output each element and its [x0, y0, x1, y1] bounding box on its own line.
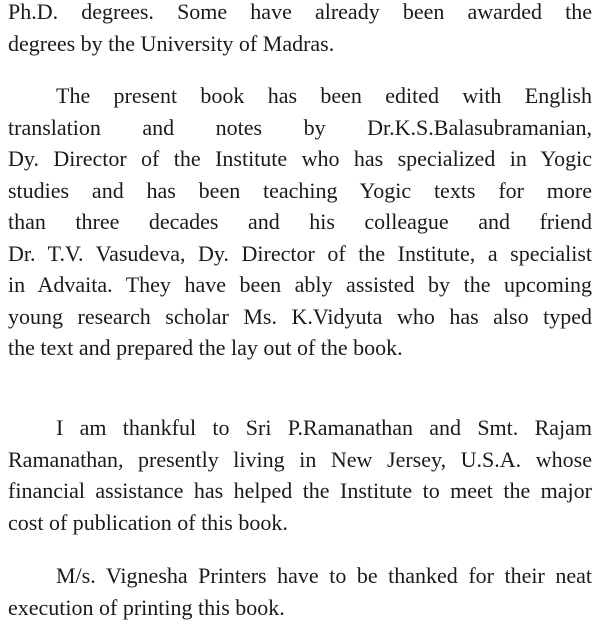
text-line: M/s. Vignesha Printers have to be thanked for their neat — [56, 563, 592, 588]
text-line: studies and has been teaching Yogic texts for more — [8, 177, 592, 203]
text-line: in Advaita. They have been ably assisted by the upcoming — [8, 272, 592, 297]
paragraph-thanks — [8, 412, 592, 538]
text-line: execution of printing this book. — [8, 594, 285, 620]
paragraph-editors — [8, 80, 592, 364]
text-line: the text and prepared the lay out of the book. — [8, 335, 403, 360]
text-line: translation and notes by Dr.K.S.Balasubramanian, — [8, 114, 592, 140]
text-line: The present book has been edited with English — [56, 83, 592, 108]
text-line: degrees by the University of Madras. — [8, 30, 335, 56]
text-line: cost of publication of this book. — [8, 509, 288, 535]
text-line: Ph.D. degrees. Some have already been awarded the — [8, 0, 592, 24]
paragraph-degrees — [8, 0, 592, 59]
text-line: I am thankful to Sri P.Ramanathan and Smt. Rajam — [56, 415, 592, 440]
text-line: Ramanathan, presently living in New Jersey, U.S.A. whose — [8, 446, 592, 472]
text-line: Dy. Director of the Institute who has specialized in Yogic — [8, 146, 592, 171]
text-line: than three decades and his colleague and friend — [8, 209, 592, 234]
text-line: financial assistance has helped the Institute to meet the major — [8, 478, 592, 503]
text-line: Dr. T.V. Vasudeva, Dy. Director of the Institute, a specialist — [8, 240, 592, 266]
paragraph-printers — [8, 560, 592, 623]
text-line: young research scholar Ms. K.Vidyuta who has also typed — [8, 303, 592, 329]
